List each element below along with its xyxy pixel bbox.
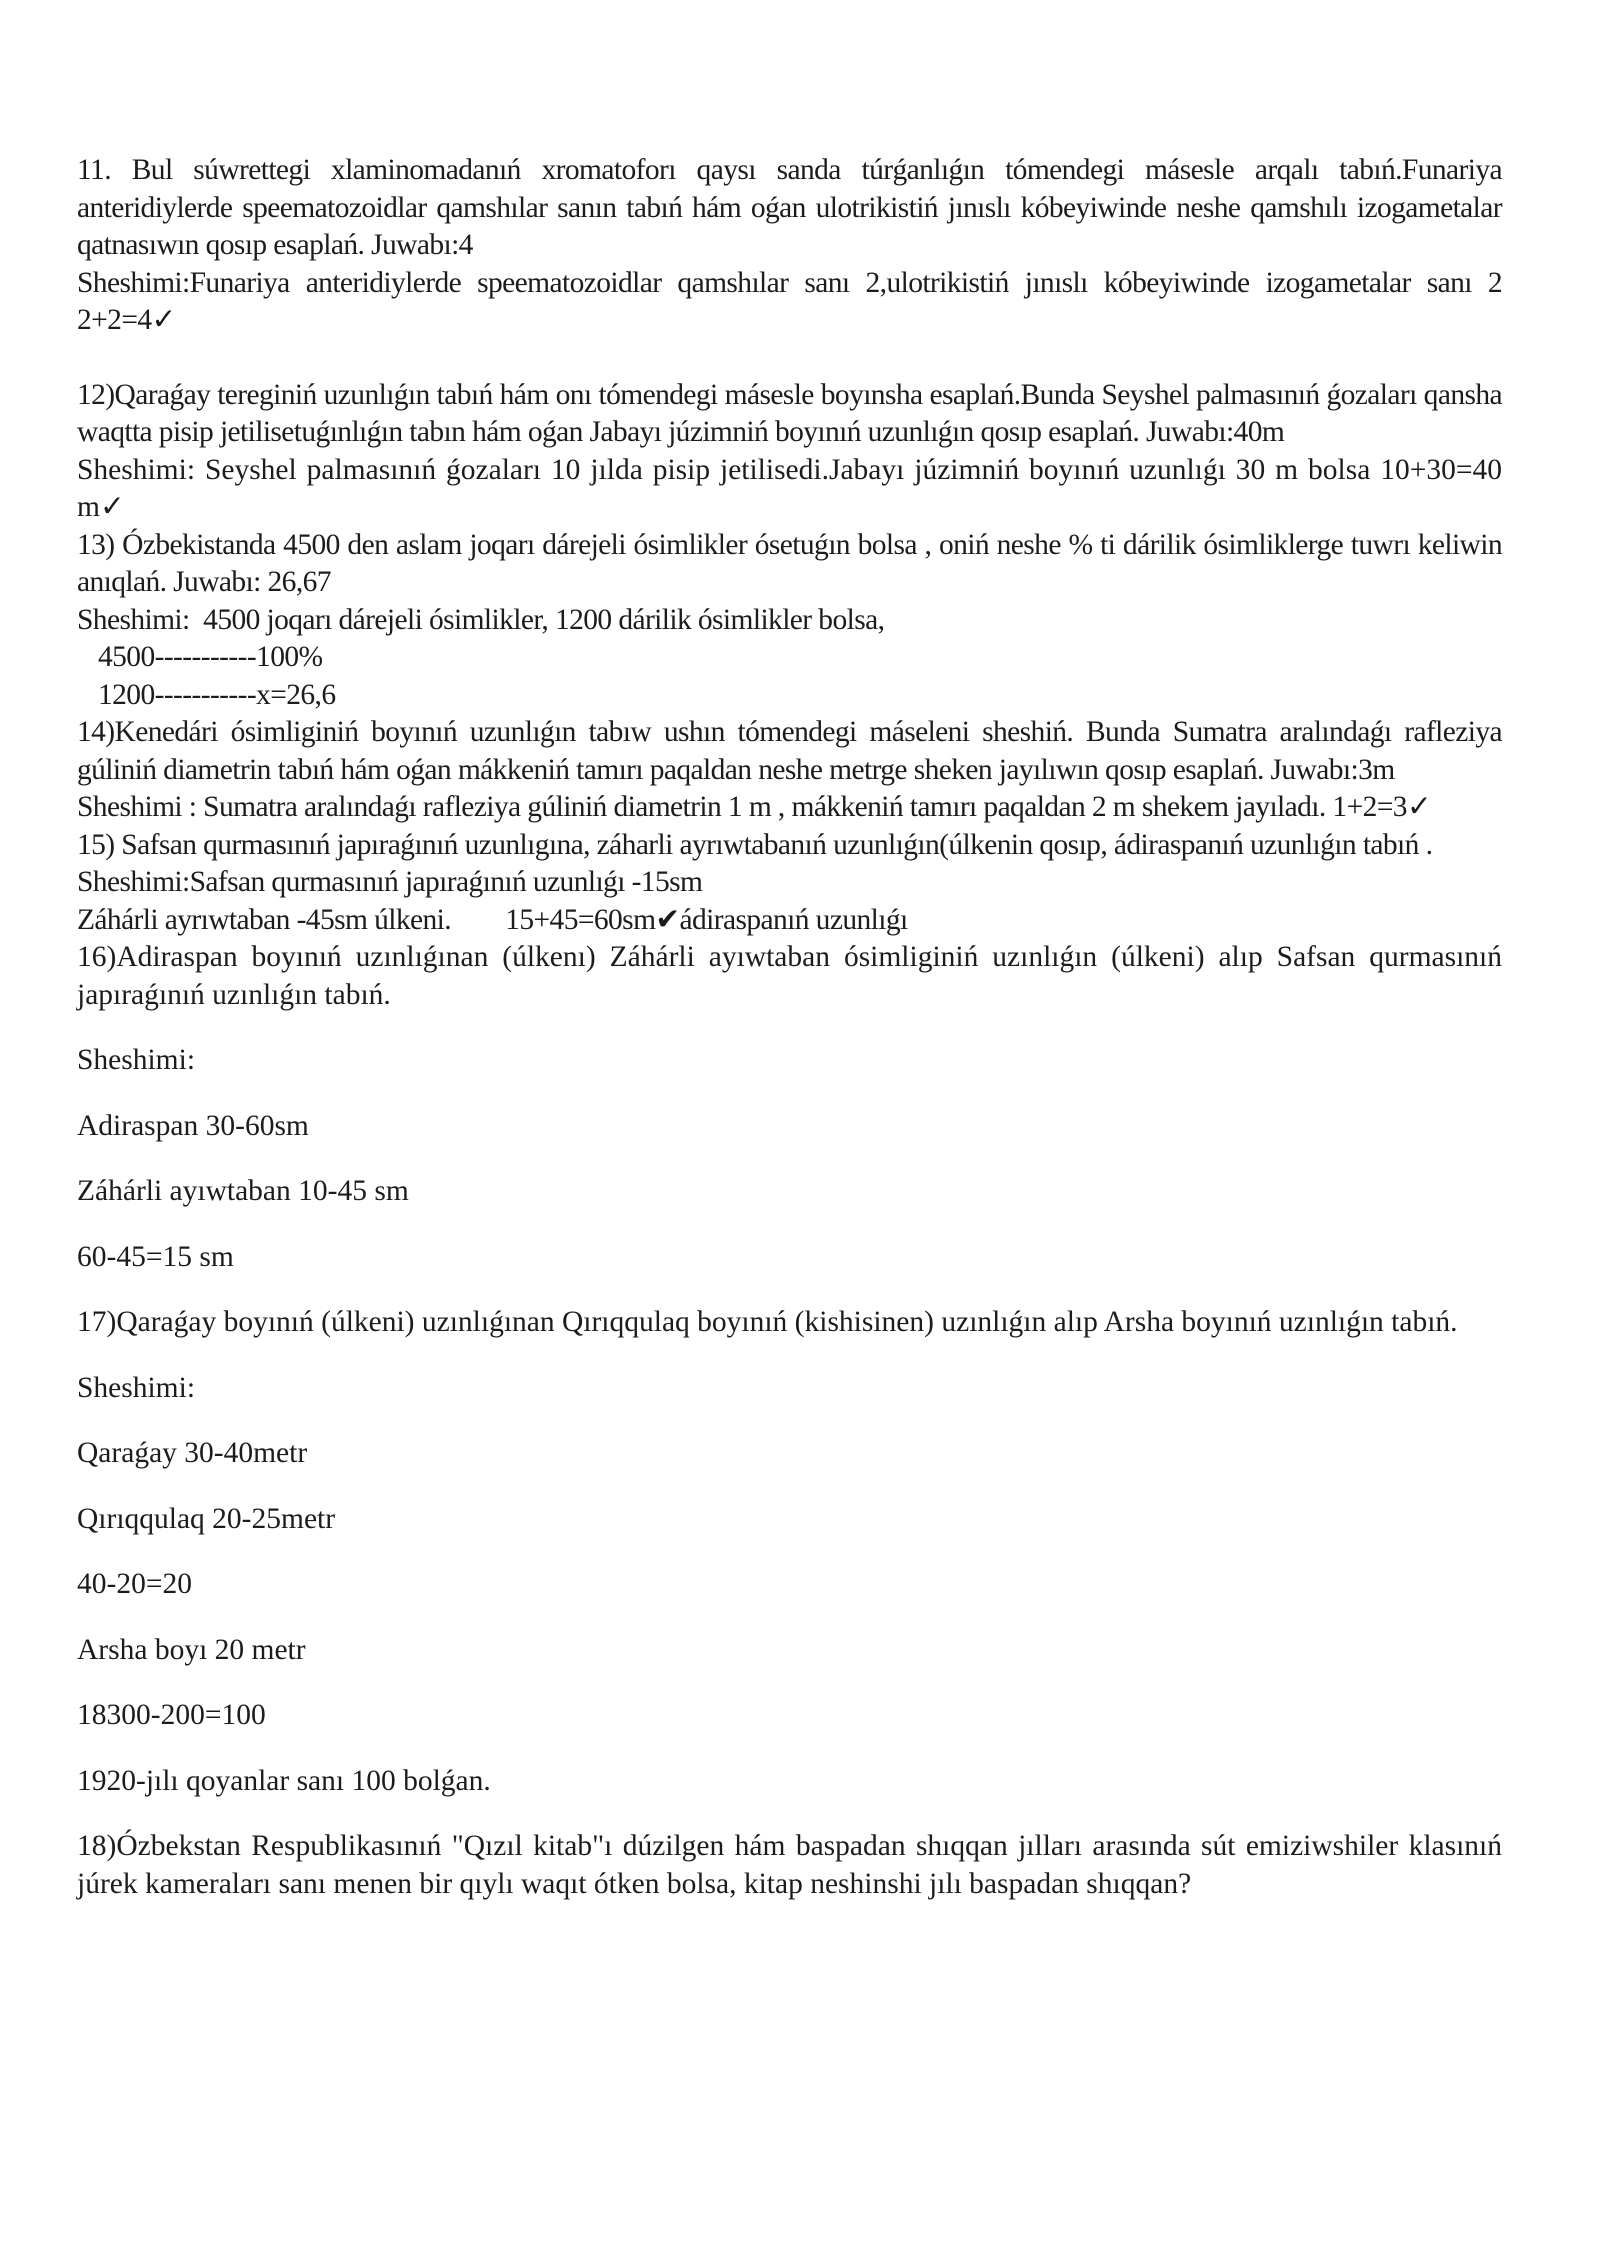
problem-15-text: 15) Safsan qurmasınıń japıraǵınıń uzunlıgına, záharli ayrıwtabanıń uzunlıǵın(úlkenin qosıp, ádiraspanıń uzunlıǵın tabıń . — [77, 828, 1433, 861]
problem-11-solution: Sheshimi:Funariya anteridiylerde speematozoidlar qamshılar sanı 2,ulotrikistiń jınıslı kóbeyiwinde izogametalar sanı 2 2+2=4✓ — [77, 266, 1536, 336]
problem-14-solution: Sheshimi : Sumatra aralındaǵı rafleziya gúliniń diametrin 1 m , mákkeniń tamırı paqaldan 2 m shekem jayıladı. 1+2=3✓ — [77, 791, 1432, 823]
qaragay-range: Qaraǵay 30-40metr — [77, 1437, 308, 1469]
problem-17-calc: 40-20=20 — [77, 1568, 192, 1600]
rabbit-count-line: 1920-jılı qoyanlar sanı 100 bolǵan. — [77, 1764, 491, 1797]
problem-18-text: 18)Ózbekstan Respublikasınıń "Qızıl kitab"ı dúzilgen hám baspadan shıqqan jılları arasında sút emiziwshiler klasınıń júrek kameraları sanı menen bir qıylı waqıt ótken bolsa, kitap neshinshi jılı baspadan shıqqan? — [77, 1830, 1502, 1900]
problem-15-solution-2: Záhárli ayrıwtaban -45sm úlkeni. 15+45=60sm✔ádiraspanıń uzunlıǵı — [77, 903, 908, 936]
problem-13-text: 13) Ózbekistanda 4500 den aslam joqarı dárejeli ósimlikler ósetuǵın bolsa , oniń neshe % ti dárilik ósimliklerge tuwrı keliwin anıqlań. Juwabı: 26,67 — [77, 528, 1502, 598]
problem-16-calc: 60-45=15 sm — [77, 1240, 234, 1273]
problem-12-solution: Sheshimi: Seyshel palmasınıń ǵozaları 10 jılda pisip jetilisedi.Jabayı júzimniń boyınıń uzunlıǵı 30 m bolsa 10+30=40 m✓ — [77, 453, 1502, 523]
problem-16-solution-label: Sheshimi: — [77, 1044, 196, 1076]
problem-11-text: 11. Bul súwrettegi xlaminomadanıń xromatoforı qaysı sanda túrǵanlıǵın tómendegi másesle arqalı tabıń.Funariya anteridiylerde speematozoidlar qamshılar sanın tabıń hám oǵan ulotrikistiń jınıslı kóbeyiwinde neshe qamshılı izogametalar qatnasıwın qosıp esaplań. Juwabı:4 — [77, 154, 1502, 261]
problem-17-text: 17)Qaraǵay boyınıń (úlkeni) uzınlıǵınan Qırıqqulaq boyınıń (kishisinen) uzınlıǵın alıp Arsha boyınıń uzınlıǵın tabıń. — [77, 1306, 1458, 1338]
problem-14-text: 14)Kenedári ósimliginiń boyınıń uzunlıǵın tabıw ushın tómendegi máseleni sheshiń. Bunda Sumatra aralındaǵı rafleziya gúliniń diametrin tabıń hám oǵan mákkeniń tamırı paqaldan neshe metrge sheken jayılıwın qosıp esaplań. Juwabı:3m — [77, 716, 1502, 786]
problem-17-solution-label: Sheshimi: — [77, 1371, 196, 1404]
subtraction-line: 18300-200=100 — [77, 1699, 266, 1731]
proportion-line-1: 4500-----------100% — [98, 641, 323, 673]
spacer — [77, 340, 1502, 377]
arsha-height: Arsha boyı 20 metr — [77, 1633, 306, 1666]
problem-15-solution-1: Sheshimi:Safsan qurmasınıń japıraǵınıń uzunlıǵı -15sm — [77, 866, 703, 898]
qiriqqulaq-range: Qırıqqulaq 20-25metr — [77, 1502, 336, 1535]
adiraspan-range: Adiraspan 30-60sm — [77, 1109, 309, 1142]
problem-16-text: 16)Adiraspan boyınıń uzınlıǵınan (úlkenı) Záhárli ayıwtaban ósimliginiń uzınlıǵın (úlkeni) alıp Safsan qurmasınıń japıraǵınıń uzınlıǵın tabıń. — [77, 941, 1502, 1011]
ayiwtaban-range: Záhárli ayıwtaban 10-45 sm — [77, 1175, 409, 1207]
problem-13-solution: Sheshimi: 4500 joqarı dárejeli ósimlikler, 1200 dárilik ósimlikler bolsa, — [77, 603, 885, 636]
problem-12-text: 12)Qaraǵay tereginiń uzunlıǵın tabıń hám onı tómendegi másesle boyınsha esaplań.Bunda Seyshel palmasınıń ǵozaları qansha waqtta pisip jetilisetuǵınlıǵın tabın hám oǵan Jabayı júzimniń boyınıń uzunlıǵın qosıp esaplań. Juwabı:40m — [77, 378, 1502, 448]
document-page — [77, 152, 1536, 1903]
proportion-line-2: 1200-----------x=26,6 — [98, 678, 336, 711]
